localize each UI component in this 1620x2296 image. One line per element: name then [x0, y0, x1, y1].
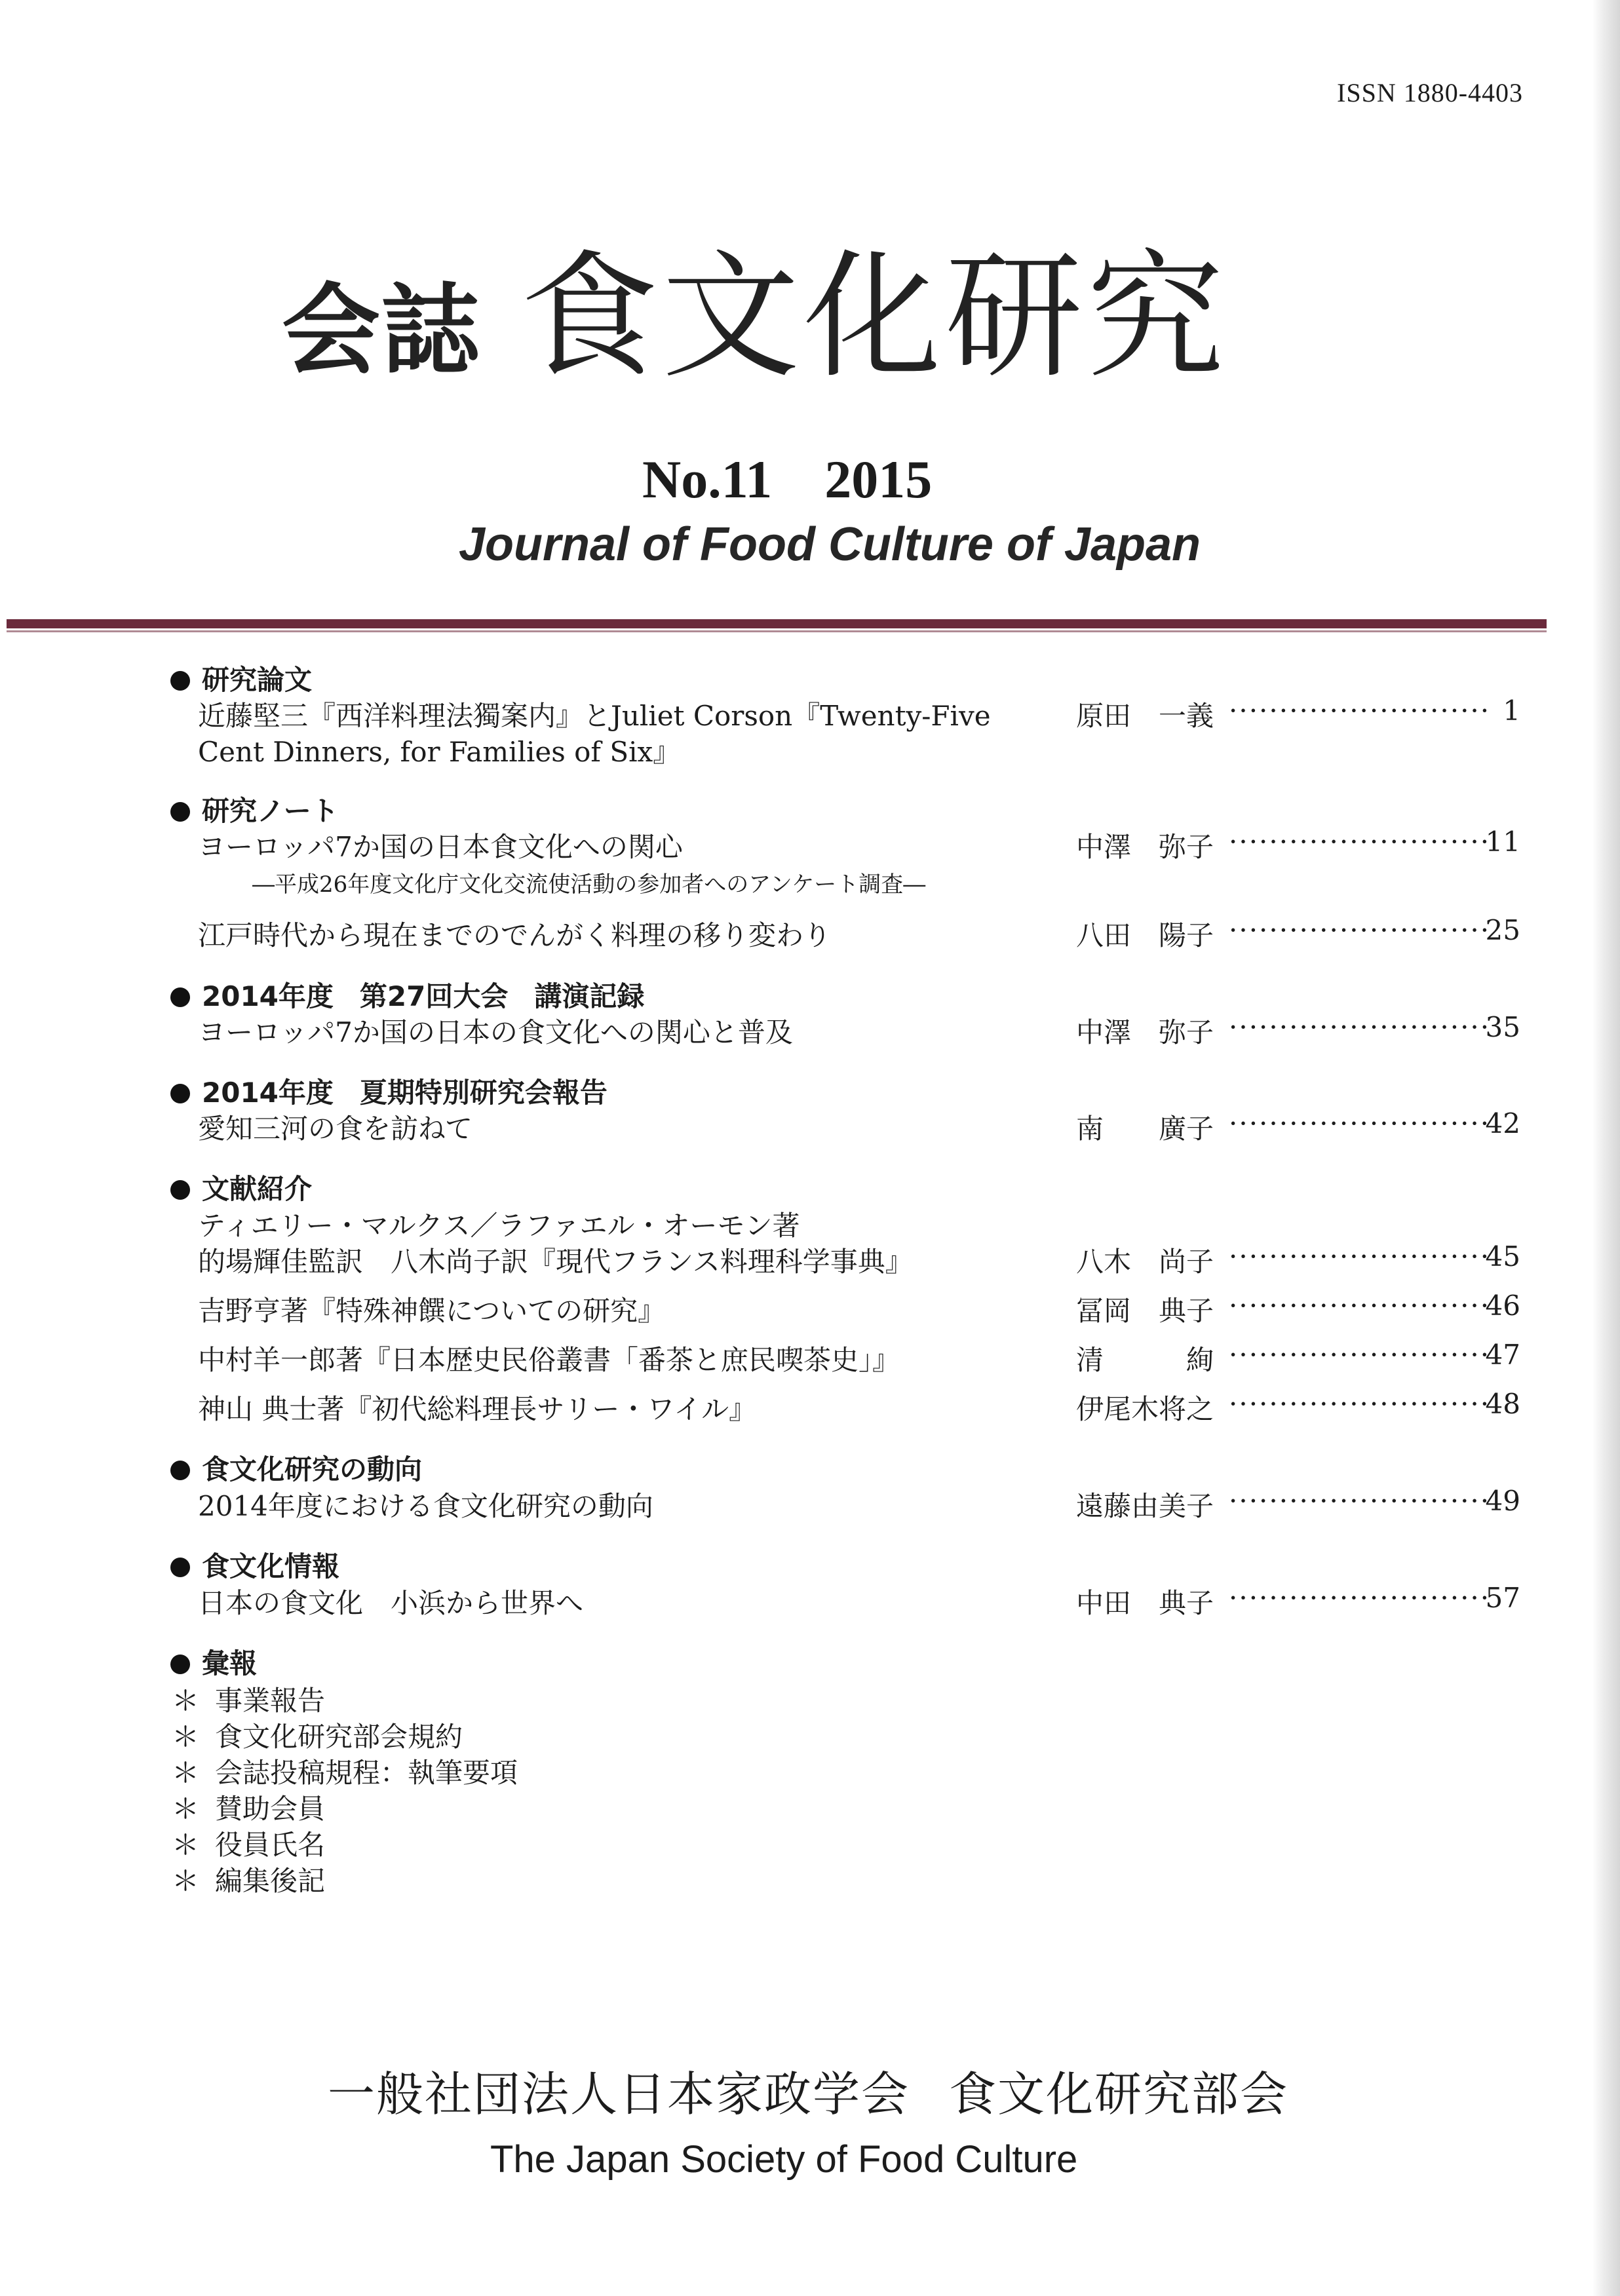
asterisk-icon: ＊: [172, 1865, 200, 1897]
toc-entry-title: ヨーロッパ7か国の日本の食文化への関心と普及: [198, 1016, 793, 1048]
toc-entry-title: 江戸時代から現在までのでんがく料理の移り変わり: [198, 919, 832, 951]
journal-english-title: Journal of Food Culture of Japan: [459, 518, 1201, 571]
bulletin-item: ＊ 編集後記: [172, 1865, 326, 1897]
section-heading-lecture-record: 2014年度 第27回大会 講演記録: [170, 975, 644, 1014]
toc-entry-author: 冨岡 典子: [1076, 1295, 1214, 1327]
toc-entry-title: 愛知三河の食を訪ねて: [198, 1113, 473, 1145]
bullet-icon: [170, 1084, 190, 1103]
toc-entry-author: 南 廣子: [1076, 1113, 1214, 1145]
toc-entry-author: 中澤 弥子: [1076, 1016, 1214, 1048]
toc-leader-dots: ··························: [1229, 1485, 1491, 1517]
bullet-icon: [170, 1558, 190, 1577]
header-rule-thin: [7, 630, 1547, 632]
toc-leader-dots: ··························: [1229, 1339, 1491, 1371]
toc-entry-page: 47: [1485, 1339, 1520, 1371]
toc-leader-dots: ··························: [1229, 1290, 1491, 1322]
toc-entry-subtitle: ―平成26年度文化庁文化交流使活動の参加者へのアンケート調査―: [252, 871, 926, 898]
section-heading-research-trends: 食文化研究の動向: [170, 1448, 422, 1487]
toc-entry-page: 48: [1485, 1388, 1520, 1420]
page-edge-shadow: [1592, 0, 1620, 2296]
toc-entry-title: ヨーロッパ7か国の日本食文化への関心: [198, 831, 683, 863]
toc-entry-author: 清 絢: [1076, 1344, 1214, 1376]
toc-leader-dots: ··························: [1229, 1582, 1491, 1614]
section-heading-summer-report: 2014年度 夏期特別研究会報告: [170, 1071, 608, 1111]
toc-entry-page: 35: [1485, 1011, 1520, 1043]
issn-number: ISSN 1880-4403: [1337, 78, 1524, 107]
bulletin-item: ＊ 会誌投稿規程：執筆要項: [172, 1757, 518, 1789]
toc-leader-dots: ··························: [1229, 1388, 1491, 1420]
journal-title-main: 食文化研究: [520, 237, 1229, 397]
section-heading-research-note: 研究ノート: [170, 790, 339, 829]
toc-leader-dots: ··························: [1229, 826, 1491, 858]
journal-title: [282, 206, 1228, 404]
asterisk-icon: ＊: [172, 1721, 200, 1753]
journal-title-prefix: 会誌: [282, 274, 482, 388]
section-heading-literature: 文献紹介: [170, 1168, 312, 1207]
bullet-icon: [170, 1461, 190, 1480]
bullet-icon: [170, 987, 190, 1007]
toc-leader-dots: ··························: [1229, 1011, 1491, 1043]
issue-number: [642, 449, 932, 510]
toc-entry-title: ティエリー・マルクス／ラファエル・オーモン著: [198, 1210, 800, 1242]
issue-no: No.11: [642, 450, 773, 509]
toc-entry-title: 神山 典士著『初代総料理長サリー・ワイル』: [198, 1393, 757, 1425]
asterisk-icon: ＊: [172, 1757, 200, 1789]
bullet-icon: [170, 1180, 190, 1200]
toc-entry-title-cont: Cent Dinners, for Families of Six』: [198, 736, 681, 768]
toc-entry-page: 25: [1485, 914, 1520, 946]
toc-entry-author: 八木 尚子: [1076, 1246, 1214, 1278]
toc-leader-dots: ··························: [1229, 1240, 1491, 1272]
toc-entry-title: 2014年度における食文化研究の動向: [198, 1490, 653, 1522]
bullet-icon: [170, 1655, 190, 1674]
toc-entry-page: 49: [1485, 1485, 1520, 1517]
asterisk-icon: ＊: [172, 1685, 200, 1717]
asterisk-icon: ＊: [172, 1829, 200, 1861]
bullet-icon: [170, 802, 190, 822]
toc-entry-page: 57: [1485, 1582, 1520, 1614]
issue-year: 2015: [824, 450, 933, 509]
toc-entry-page: 45: [1485, 1240, 1520, 1272]
toc-entry-author: 伊尾木将之: [1076, 1393, 1214, 1425]
publisher-name-english: The Japan Society of Food Culture: [490, 2138, 1078, 2181]
bulletin-item: ＊ 食文化研究部会規約: [172, 1721, 463, 1753]
toc-entry-title: 中村羊一郎著『日本歴史民俗叢書「番茶と庶民喫茶史」』: [198, 1344, 900, 1376]
section-heading-bulletin: 彙報: [170, 1642, 257, 1681]
toc-entry-author: 遠藤由美子: [1076, 1490, 1214, 1522]
asterisk-icon: ＊: [172, 1793, 200, 1825]
bulletin-item: ＊ 賛助会員: [172, 1793, 326, 1825]
toc-entry-title: 日本の食文化 小浜から世界へ: [198, 1587, 584, 1619]
toc-leader-dots: ··························: [1229, 914, 1491, 946]
toc-entry-author: 原田 一義: [1076, 700, 1214, 732]
toc-entry-page: 42: [1485, 1107, 1520, 1139]
toc-leader-dots: ··························: [1229, 695, 1491, 727]
section-heading-food-info: 食文化情報: [170, 1545, 339, 1584]
publisher-name-japanese: 一般社団法人日本家政学会 食文化研究部会: [328, 2067, 1289, 2122]
toc-entry-title: 近藤堅三『西洋料理法獨案内』とJuliet Corson『Twenty-Five: [198, 700, 991, 732]
toc-entry-page: 11: [1485, 826, 1520, 858]
header-rule: [7, 619, 1547, 628]
bulletin-item: ＊ 役員氏名: [172, 1829, 326, 1861]
toc-entry-page: 46: [1485, 1290, 1520, 1322]
toc-leader-dots: ··························: [1229, 1107, 1491, 1139]
section-heading-research-paper: 研究論文: [170, 659, 312, 698]
toc-entry-author: 中澤 弥子: [1076, 831, 1214, 863]
toc-entry-title-cont: 的場輝佳監訳 八木尚子訳『現代フランス料理科学事典』: [198, 1246, 913, 1278]
toc-entry-author: 中田 典子: [1076, 1587, 1214, 1619]
toc-entry-page: 1: [1503, 695, 1520, 727]
toc-entry-title: 吉野亨著『特殊神饌についての研究』: [198, 1295, 666, 1327]
toc-entry-author: 八田 陽子: [1076, 919, 1214, 951]
bullet-icon: [170, 671, 190, 691]
bulletin-item: ＊ 事業報告: [172, 1685, 326, 1717]
